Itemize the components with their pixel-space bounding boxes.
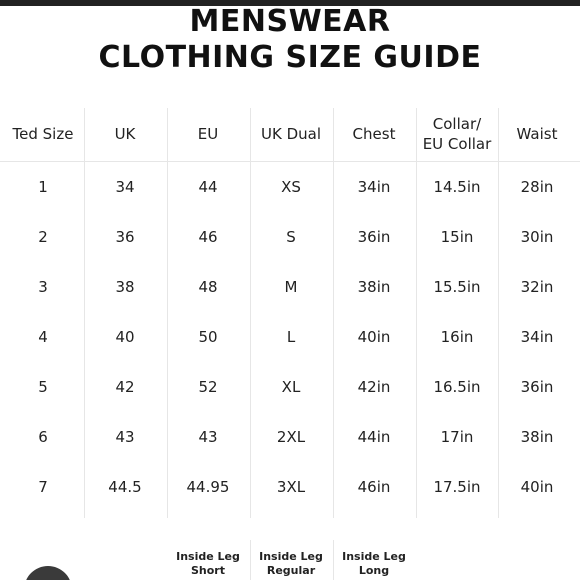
table-cell: 40 — [115, 328, 135, 346]
table-row — [0, 462, 580, 512]
table-cell: 36in — [357, 228, 391, 246]
table-cell: 50 — [198, 328, 218, 346]
table-cell: 38 — [115, 278, 135, 296]
table-cell: 30in — [520, 228, 554, 246]
table-cell: L — [286, 328, 296, 346]
table-row — [0, 262, 580, 312]
footer-label: Inside Leg Long — [342, 550, 406, 577]
table-cell: 46 — [198, 228, 218, 246]
table-cell: 44.5 — [108, 478, 142, 496]
table-cell: 42in — [357, 378, 391, 396]
table-cell: 28in — [520, 178, 554, 196]
table-cell: 44 — [198, 178, 218, 196]
table-cell: 44in — [357, 428, 391, 446]
table-cell: 34 — [115, 178, 135, 196]
column-header: UK — [114, 125, 136, 143]
table-row — [0, 362, 580, 412]
table-cell: 14.5in — [433, 178, 481, 196]
table-cell: 1 — [38, 178, 48, 196]
table-cell: 3 — [38, 278, 48, 296]
table-cell: 15.5in — [433, 278, 481, 296]
table-cell: 16in — [440, 328, 474, 346]
table-cell: S — [286, 228, 296, 246]
table-cell: XS — [281, 178, 301, 196]
table-cell: 43 — [115, 428, 135, 446]
table-cell: 38in — [520, 428, 554, 446]
table-row — [0, 212, 580, 262]
table-row — [0, 162, 580, 212]
table-cell: 44.95 — [186, 478, 230, 496]
table-cell: M — [284, 278, 298, 296]
table-cell: 38in — [357, 278, 391, 296]
table-cell: 4 — [38, 328, 48, 346]
column-header: Chest — [352, 125, 396, 143]
table-cell: 7 — [38, 478, 48, 496]
table-cell: 32in — [520, 278, 554, 296]
page-title-line-1: MENSWEAR — [189, 4, 391, 39]
table-cell: 40in — [357, 328, 391, 346]
table-cell: 15in — [440, 228, 474, 246]
avatar[interactable] — [24, 566, 72, 580]
table-cell: 36 — [115, 228, 135, 246]
table-cell: 42 — [115, 378, 135, 396]
table-cell: 17in — [440, 428, 474, 446]
footer-divider — [333, 540, 334, 580]
table-cell: 34in — [357, 178, 391, 196]
footer-label: Inside Leg Short — [176, 550, 240, 577]
table-cell: 17.5in — [433, 478, 481, 496]
table-cell: 52 — [198, 378, 218, 396]
table-cell: 6 — [38, 428, 48, 446]
column-header: Waist — [516, 125, 558, 143]
table-cell: 2XL — [276, 428, 306, 446]
column-header: UK Dual — [261, 125, 321, 143]
table-row — [0, 312, 580, 362]
footer-divider — [250, 540, 251, 580]
table-cell: 5 — [38, 378, 48, 396]
column-header: Collar/ EU Collar — [422, 115, 492, 153]
table-cell: 16.5in — [433, 378, 481, 396]
table-cell: XL — [281, 378, 301, 396]
table-cell: 40in — [520, 478, 554, 496]
table-cell: 48 — [198, 278, 218, 296]
table-cell: 2 — [38, 228, 48, 246]
table-cell: 36in — [520, 378, 554, 396]
table-cell: 43 — [198, 428, 218, 446]
column-header: Ted Size — [12, 125, 74, 143]
footer-label: Inside Leg Regular — [259, 550, 323, 577]
table-cell: 46in — [357, 478, 391, 496]
table-cell: 3XL — [276, 478, 306, 496]
table-cell: 34in — [520, 328, 554, 346]
column-header: EU — [197, 125, 219, 143]
table-row — [0, 412, 580, 462]
page-title-line-2: CLOTHING SIZE GUIDE — [98, 40, 482, 75]
